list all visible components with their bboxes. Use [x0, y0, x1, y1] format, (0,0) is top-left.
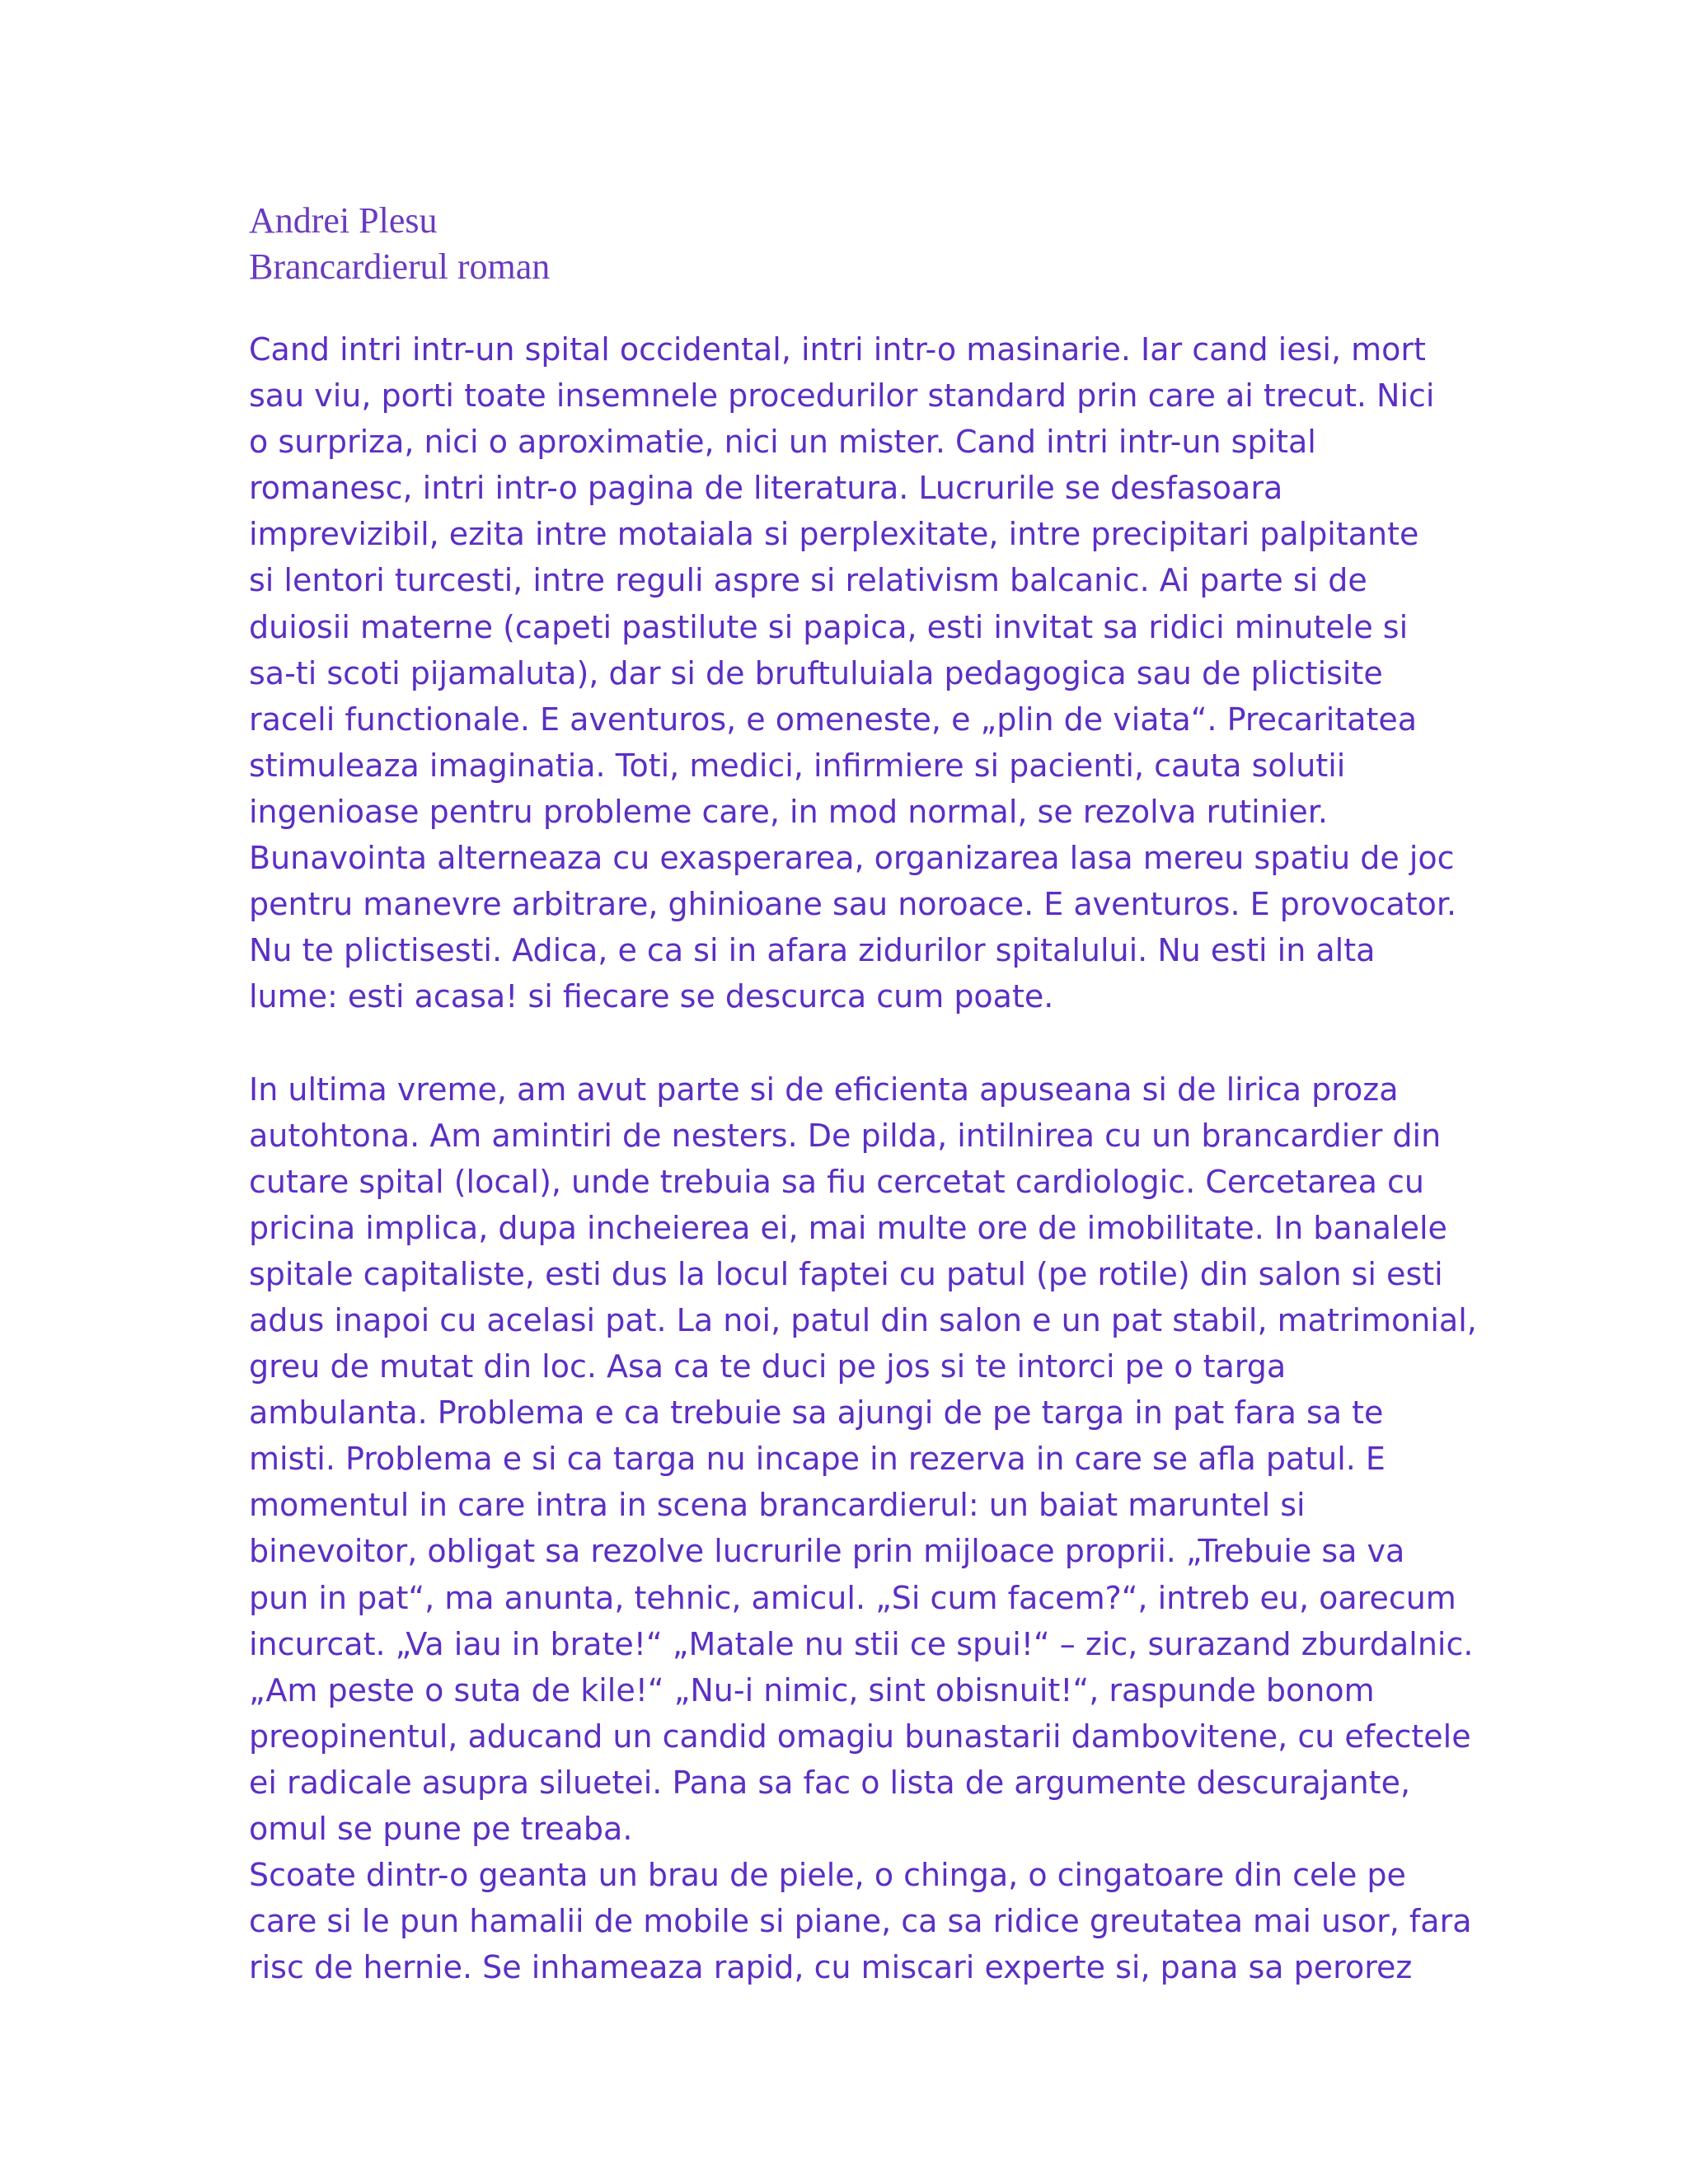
- text-line: adus inapoi cu acelasi pat. La noi, patul din salon e un pat stabil, matrimonial,: [249, 1301, 1477, 1338]
- text-line: care si le pun hamalii de mobile si piane, ca sa ridice greutatea mai usor, fara: [249, 1903, 1472, 1940]
- text-line: si lentori turcesti, intre reguli aspre si relativism balcanic. Ai parte si de: [249, 562, 1367, 599]
- author-name: Andrei Plesu: [249, 200, 438, 241]
- text-line: ambulanta. Problema e ca trebuie sa ajungi de pe targa in pat fara sa te: [249, 1394, 1384, 1432]
- text-line: momentul in care intra in scena brancardierul: un baiat maruntel si: [249, 1487, 1306, 1524]
- text-line: autohtona. Am amintiri de nesters. De pilda, intilnirea cu un brancardier din: [249, 1117, 1442, 1154]
- text-line: preopinentul, aducand un candid omagiu bunastarii dambovitene, cu efectele: [249, 1718, 1471, 1755]
- text-line: misti. Problema e si ca targa nu incape in rezerva in care se afla patul. E: [249, 1441, 1386, 1478]
- paragraph-1: [249, 326, 1457, 1019]
- document-body: [249, 326, 1477, 1990]
- document-title: Brancardierul roman: [249, 246, 551, 287]
- text-line: Bunavointa alterneaza cu exasperarea, organizarea lasa mereu spatiu de joc: [249, 840, 1455, 877]
- text-line: romanesc, intri intr-o pagina de literatura. Lucrurile se desfasoara: [249, 470, 1283, 507]
- text-line: „Am peste o suta de kile!“ „Nu-i nimic, sint obisnuit!“, raspunde bonom: [249, 1671, 1375, 1708]
- text-line: o surpriza, nici o aproximatie, nici un mister. Cand intri intr-un spital: [249, 424, 1316, 461]
- text-line: Cand intri intr-un spital occidental, intri intr-o masinarie. Iar cand iesi, mort: [249, 331, 1426, 368]
- text-line: ingenioase pentru probleme care, in mod normal, se rezolva rutinier.: [249, 793, 1328, 830]
- text-line: binevoitor, obligat sa rezolve lucrurile prin mijloace proprii. „Trebuie sa va: [249, 1533, 1405, 1570]
- text-line: duiosii materne (capeti pastilute si papica, esti invitat sa ridici minutele si: [249, 608, 1409, 645]
- text-line: sa-ti scoti pijamaluta), dar si de bruftuluiala pedagogica sau de plictisite: [249, 654, 1383, 691]
- text-line: sau viu, porti toate insemnele procedurilor standard prin care ai trecut. Nici: [249, 377, 1435, 415]
- text-line: spitale capitaliste, esti dus la locul faptei cu patul (pe rotile) din salon si esti: [249, 1255, 1443, 1292]
- document-header: [249, 198, 550, 290]
- text-line: cutare spital (local), unde trebuia sa fiu cercetat cardiologic. Cercetarea cu: [249, 1163, 1425, 1200]
- text-line: Nu te plictisesti. Adica, e ca si in afara zidurilor spitalului. Nu esti in alta: [249, 932, 1376, 969]
- text-line: stimuleaza imaginatia. Toti, medici, infirmiere si pacienti, cauta solutii: [249, 747, 1346, 784]
- text-line: incurcat. „Va iau in brate!“ „Matale nu stii ce spui!“ – zic, surazand zburdalnic.: [249, 1625, 1474, 1662]
- text-line: pricina implica, dupa incheierea ei, mai multe ore de imobilitate. In banalele: [249, 1209, 1447, 1246]
- text-line: pentru manevre arbitrare, ghinioane sau noroace. E aventuros. E provocator.: [249, 886, 1457, 923]
- text-line: greu de mutat din loc. Asa ca te duci pe jos si te intorci pe o targa: [249, 1348, 1287, 1385]
- paragraph-spacer: [249, 1019, 1452, 1066]
- text-line: In ultima vreme, am avut parte si de eficienta apuseana si de lirica proza: [249, 1071, 1399, 1108]
- text-line: raceli functionale. E aventuros, e omeneste, e „plin de viata“. Precaritatea: [249, 701, 1418, 738]
- paragraph-3: [249, 1852, 1472, 1990]
- text-line: pun in pat“, ma anunta, tehnic, amicul. „Si cum facem?“, intreb eu, oarecum: [249, 1579, 1456, 1616]
- paragraph-2: [249, 1066, 1477, 1853]
- text-line: lume: esti acasa! si fiecare se descurca cum poate.: [249, 978, 1054, 1015]
- text-line: risc de hernie. Se inhameaza rapid, cu miscari experte si, pana sa perorez: [249, 1949, 1413, 1986]
- text-line: Scoate dintr-o geanta un brau de piele, o chinga, o cingatoare din cele pe: [249, 1857, 1406, 1894]
- text-line: omul se pune pe treaba.: [249, 1811, 633, 1847]
- text-line: imprevizibil, ezita intre motaiala si perplexitate, intre precipitari palpitante: [249, 516, 1419, 553]
- text-line: ei radicale asupra siluetei. Pana sa fac o lista de argumente descurajante,: [249, 1764, 1411, 1801]
